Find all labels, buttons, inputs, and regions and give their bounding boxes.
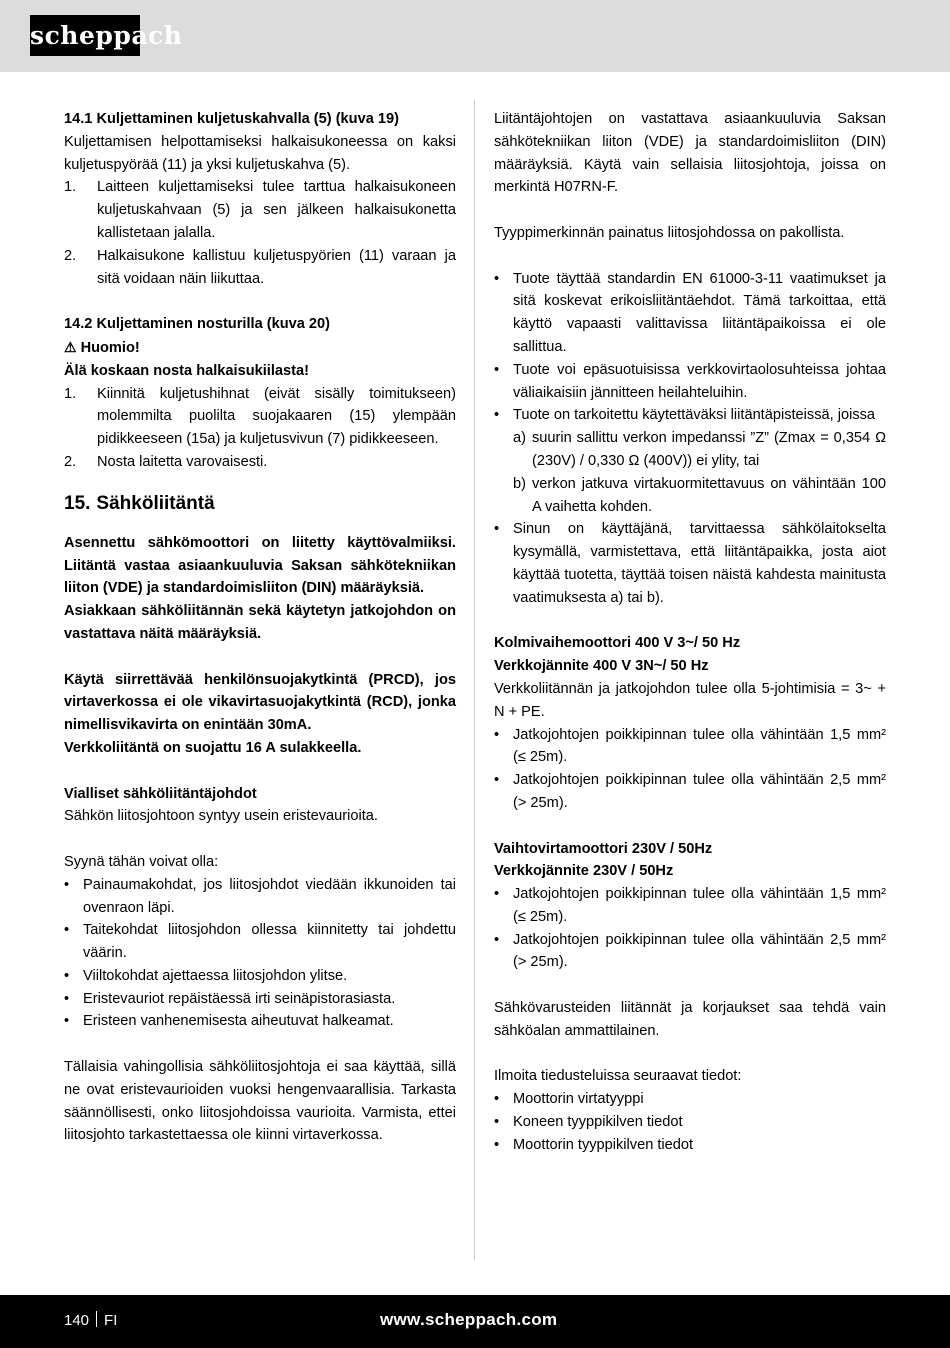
faulty-cables-text: Sähkön liitosjohtoon syntyy usein eristevaurioita.: [64, 808, 378, 825]
page-number: 140: [64, 1312, 90, 1329]
column-divider: [474, 100, 475, 1260]
damaged-cables-warning: Tällaisia vahingollisia sähköliitosjohtoja ei saa käyttää, sillä ne ovat eristevaurioiden vuoksi hengenvaarallisia. Tarkasta säännöllisesti, onko liitosjohdoissa vaurioita. Varmista, ettei liitosjohto tarkastettaessa ole kiinni virtaverkossa.: [64, 1059, 456, 1144]
warning-text: Huomio!: [80, 339, 140, 356]
step-number: 2.: [64, 247, 77, 264]
list-item: • Moottorin virtatyyppi: [494, 1091, 644, 1108]
brand-logo: scheppach: [30, 15, 140, 56]
step-number: 1.: [64, 179, 77, 196]
list-item: • Viiltokohdat ajettaessa liitosjohdon ylitse.: [64, 967, 348, 984]
list-item: • Jatkojohtojen poikkipinnan tulee olla vähintään 1,5 mm² (≤ 25m).: [494, 886, 886, 925]
section-14-1-title: 14.1 Kuljettaminen kuljetuskahvalla (5) (kuva 19): [64, 111, 399, 127]
section-14-1-intro: Kuljettamisen helpottamiseksi halkaisukoneessa on kaksi kuljetuspyörää (11) ja yksi kuljetuskahva (5).: [64, 133, 456, 173]
warning-heading: [64, 336, 456, 360]
website-link[interactable]: www.scheppach.com: [380, 1310, 558, 1329]
warning-instruction: Älä koskaan nosta halkaisukiilasta!: [64, 362, 309, 379]
ac-motor-title: Vaihtovirtamoottori 230V / 50Hz: [494, 840, 713, 857]
prcd-note: Käytä siirrettävää henkilönsuojakytkintä (PRCD), jos virtaverkossa ei ole vikavirtasuojakytkintä (RCD), jonka nimellisvikavirta on enintään 30mA.: [64, 671, 456, 734]
list-item: • Jatkojohtojen poikkipinnan tulee olla vähintään 2,5 mm² (> 25m).: [494, 931, 886, 971]
customer-connection-note: Asiakkaan sähköliitännän sekä käytetyn jatkojohdon on vastattava näitä määräyksiä.: [64, 603, 456, 642]
list-item: [64, 176, 456, 244]
three-phase-title: Kolmivaihemoottori 400 V 3~/ 50 Hz: [494, 635, 741, 652]
right-column: [494, 108, 886, 1157]
fuse-note: Verkkoliitäntä on suojattu 16 A sulakkeella.: [64, 739, 362, 756]
marking-note: Tyyppimerkinnän painatus liitosjohdossa on pakollista.: [494, 224, 845, 241]
list-item: • Jatkojohtojen poikkipinnan tulee olla vähintään 2,5 mm² (> 25m).: [494, 772, 886, 811]
step-number: 1.: [64, 385, 77, 402]
list-item: • Tuote voi epäsuotuisissa verkkovirtaolosuhteissa johtaa väliaikaisiin jännitteen heilahteluihin.: [494, 361, 886, 401]
cable-standards-text: Liitäntäjohtojen on vastattava asiaankuuluvia Saksan sähkötekniikan liiton (VDE) ja standardoimisliiton (DIN) määräyksiä. Käytä vain sellaisia liitosjohtoja, joissa on merkintä H07RN-F.: [494, 111, 886, 196]
list-item: • Sinun on käyttäjänä, tarvittaessa sähkölaitokselta kysymällä, varmistettava, että liitäntäpaikka, josta aiot käyttää tuotetta, täyttää toisen näistä kahdesta mainitusta vaatimuksesta a) tai b).: [494, 521, 886, 606]
step-text: Nosta laitetta varovaisesti.: [97, 453, 268, 470]
list-item: • Tuote on tarkoitettu käytettäväksi liitäntäpisteissä, joissa: [494, 407, 876, 424]
list-item: [64, 245, 456, 291]
list-item: • Koneen tyyppikilven tiedot: [494, 1114, 683, 1131]
left-column: [64, 108, 456, 1147]
list-item: [64, 451, 456, 474]
list-item: • Painaumakohdat, jos liitosjohdot viedään ikkunoiden tai ovenraon läpi.: [64, 876, 456, 916]
list-item: • Jatkojohtojen poikkipinnan tulee olla vähintään 1,5 mm² (≤ 25m).: [494, 726, 886, 766]
sub-list-item: a) suurin sallittu verkon impedanssi ”Z” (Zmax = 0,354 Ω (230V) / 0,330 Ω (400V)) ei ylity, tai: [513, 430, 886, 469]
ac-motor-voltage: Verkkojännite 230V / 50Hz: [494, 863, 674, 880]
list-item: • Taitekohdat liitosjohdon ollessa kiinnitetty tai johdettu väärin.: [64, 922, 456, 962]
three-phase-voltage: Verkkojännite 400 V 3N~/ 50 Hz: [494, 658, 709, 675]
section-14-2-title: 14.2 Kuljettaminen nosturilla (kuva 20): [64, 316, 331, 333]
three-phase-text: Verkkoliitännän ja jatkojohdon tulee olla 5-johtimisia = 3~ + N + PE.: [494, 680, 886, 720]
section-15-heading: [64, 491, 456, 517]
section-number: 15.: [64, 492, 91, 514]
step-text: Halkaisukone kallistuu kuljetuspyörien (11) varaan ja sitä voidaan näin liikuttaa.: [97, 247, 456, 287]
page-footer: [0, 1295, 950, 1348]
list-item: • Moottorin tyyppikilven tiedot: [494, 1136, 694, 1153]
causes-intro: Syynä tähän voivat olla:: [64, 853, 219, 870]
list-item: • Eristevauriot repäistäessä irti seinäpistorasiasta.: [64, 990, 396, 1007]
sub-list-item: b) verkon jatkuva virtakuormitettavuus on vähintään 100 A vaihetta kohden.: [513, 475, 886, 515]
electrician-note: Sähkövarusteiden liitännät ja korjaukset saa tehdä vain sähköalan ammattilainen.: [494, 1000, 886, 1039]
list-item: • Eristeen vanhenemisesta aiheutuvat halkeamat.: [64, 1013, 394, 1030]
section-title: Sähköliitäntä: [96, 492, 215, 514]
inquiry-intro: Ilmoita tiedusteluissa seuraavat tiedot:: [494, 1068, 742, 1085]
footer-separator: [96, 1311, 97, 1327]
list-item: • Tuote täyttää standardin EN 61000-3-11 vaatimukset ja sitä koskevat erikoisliitäntäehdot. Tämä tarkoittaa, että käyttö vapaasti valittavissa liitäntäpaikoissa ei ole sallittua.: [494, 270, 886, 355]
connection-requirements: Asennettu sähkömoottori on liitetty käyttövalmiiksi. Liitäntä vastaa asiaankuuluvia Saksan sähkötekniikan liiton (VDE) ja standardoimisliiton (DIN) määräyksiä.: [64, 534, 456, 597]
step-number: 2.: [64, 453, 77, 470]
language-code: FI: [104, 1312, 118, 1329]
step-text: Kiinnitä kuljetushihnat (eivät sisälly toimitukseen) molemmilta puolilta suojakaaren (15) ylempään pidikkeeseen (15a) ja kuljetusvivun (7) pidikkeeseen.: [97, 385, 456, 448]
page-indicator: [64, 1311, 117, 1331]
page-header: [0, 0, 950, 72]
faulty-cables-title: Vialliset sähköliitäntäjohdot: [64, 785, 257, 802]
list-item: [64, 383, 456, 451]
step-text: Laitteen kuljettamiseksi tulee tarttua halkaisukoneen kuljetuskahvaan (5) ja sen jälkeen halkaisukonetta kallistetaan jalalla.: [97, 179, 456, 241]
warning-icon: ⚠: [64, 338, 77, 355]
